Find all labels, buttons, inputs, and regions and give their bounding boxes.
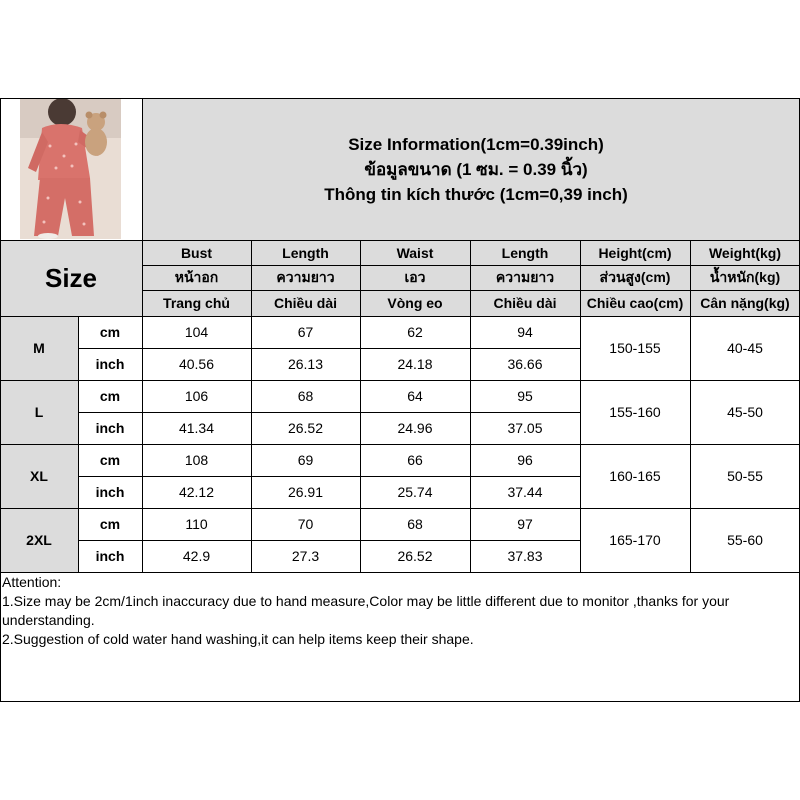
table-rule	[142, 265, 800, 266]
cm-value: 94	[517, 324, 533, 340]
inch-value: 36.66	[507, 356, 543, 372]
inch-value: 24.96	[397, 420, 433, 436]
header-en-4: Height(cm)	[580, 240, 690, 265]
header-top-rule	[0, 240, 800, 241]
bottom-border	[0, 701, 800, 702]
header-bottom-rule	[0, 316, 800, 317]
attention-note-2: 2.Suggestion of cold water hand washing,it can help items keep their shape.	[2, 631, 474, 647]
size-row-rule	[0, 380, 800, 381]
unit-inch: inch	[95, 484, 125, 500]
header-th-5: น้ำหนัก(kg)	[690, 265, 800, 290]
unit-inch: inch	[95, 356, 125, 372]
attention-note-1: 1.Size may be 2cm/1inch inaccuracy due to hand measure,Color may be little different due to monitor ,thanks for your understanding.	[2, 593, 730, 628]
header-en-0: Bust	[142, 240, 251, 265]
header-vi-5: Cân nặng(kg)	[690, 290, 800, 316]
weight-range: 40-45	[727, 340, 763, 356]
size-row-rule	[0, 508, 800, 509]
inch-value: 26.52	[287, 420, 324, 436]
size-label: 2XL	[0, 508, 78, 572]
header-en-5: Weight(kg)	[690, 240, 800, 265]
size-label: XL	[0, 444, 78, 508]
size-row-rule	[0, 572, 800, 573]
col-rule	[142, 98, 143, 572]
cm-value: 68	[407, 516, 423, 532]
col-rule	[360, 240, 361, 572]
unit-inch: inch	[95, 548, 125, 564]
inch-value: 41.34	[178, 420, 215, 436]
inch-value: 42.9	[182, 548, 211, 564]
inch-value: 37.83	[507, 548, 543, 564]
inch-value: 26.91	[287, 484, 324, 500]
unit-cm: cm	[99, 516, 121, 532]
header-vi-1: Chiều dài	[251, 290, 360, 316]
header-en-1: Length	[251, 240, 360, 265]
header-th-3: ความยาว	[470, 265, 580, 290]
attention-title: Attention:	[2, 574, 62, 590]
left-border	[0, 98, 1, 702]
col-rule	[78, 316, 79, 572]
inch-value: 37.05	[507, 420, 543, 436]
size-column-header: Size	[0, 240, 142, 316]
col-rule	[251, 240, 252, 572]
cm-value: 97	[517, 516, 533, 532]
size-info-thai: ข้อมูลขนาด (1 ซม. = 0.39 นิ้ว)	[364, 160, 588, 179]
size-info-english: Size Information(1cm=0.39inch)	[348, 135, 604, 154]
cm-value: 108	[184, 452, 209, 468]
cm-value: 104	[184, 324, 209, 340]
unit-row-rule	[78, 476, 580, 477]
cm-value: 68	[297, 388, 314, 404]
height-range: 155-160	[609, 404, 661, 420]
unit-row-rule	[78, 540, 580, 541]
header-vi-0: Trang chủ	[142, 290, 251, 316]
attention-notes	[2, 573, 798, 649]
header-vi-3: Chiều dài	[470, 290, 580, 316]
inch-value: 25.74	[397, 484, 433, 500]
header-th-2: เอว	[360, 265, 470, 290]
unit-inch: inch	[95, 420, 125, 436]
inch-value: 26.52	[397, 548, 433, 564]
inch-value: 42.12	[178, 484, 215, 500]
header-vi-4: Chiều cao(cm)	[580, 290, 690, 316]
unit-row-rule	[78, 412, 580, 413]
header-th-1: ความยาว	[251, 265, 360, 290]
weight-range: 50-55	[727, 468, 763, 484]
header-vi-2: Vòng eo	[360, 290, 470, 316]
cm-value: 69	[297, 452, 314, 468]
inch-value: 27.3	[291, 548, 320, 564]
unit-cm: cm	[99, 388, 121, 404]
table-rule	[142, 290, 800, 291]
cm-value: 67	[297, 324, 314, 340]
col-rule	[470, 240, 471, 572]
top-border	[0, 98, 800, 99]
header-en-3: Length	[470, 240, 580, 265]
size-label: M	[0, 316, 78, 380]
cm-value: 62	[407, 324, 423, 340]
cm-value: 110	[185, 516, 208, 532]
unit-cm: cm	[99, 324, 121, 340]
unit-cm: cm	[99, 452, 121, 468]
size-row-rule	[0, 444, 800, 445]
unit-row-rule	[78, 348, 580, 349]
weight-range: 55-60	[727, 532, 763, 548]
header-en-2: Waist	[360, 240, 470, 265]
weight-range: 45-50	[727, 404, 763, 420]
inch-value: 40.56	[178, 356, 215, 372]
cm-value: 106	[184, 388, 209, 404]
col-rule	[690, 240, 691, 572]
size-info-vietnamese: Thông tin kích thước (1cm=0,39 inch)	[324, 185, 628, 204]
inch-value: 26.13	[287, 356, 324, 372]
height-range: 165-170	[609, 532, 661, 548]
col-rule	[580, 240, 581, 572]
header-th-0: หน้าอก	[142, 265, 251, 290]
size-label: L	[0, 380, 78, 444]
inch-value: 24.18	[397, 356, 433, 372]
height-range: 150-155	[609, 340, 661, 356]
cm-value: 64	[407, 388, 423, 404]
height-range: 160-165	[609, 468, 661, 484]
inch-value: 37.44	[507, 484, 543, 500]
header-th-4: ส่วนสูง(cm)	[580, 265, 690, 290]
cm-value: 96	[517, 452, 533, 468]
cm-value: 70	[297, 516, 314, 532]
cm-value: 95	[517, 388, 533, 404]
cm-value: 66	[407, 452, 423, 468]
